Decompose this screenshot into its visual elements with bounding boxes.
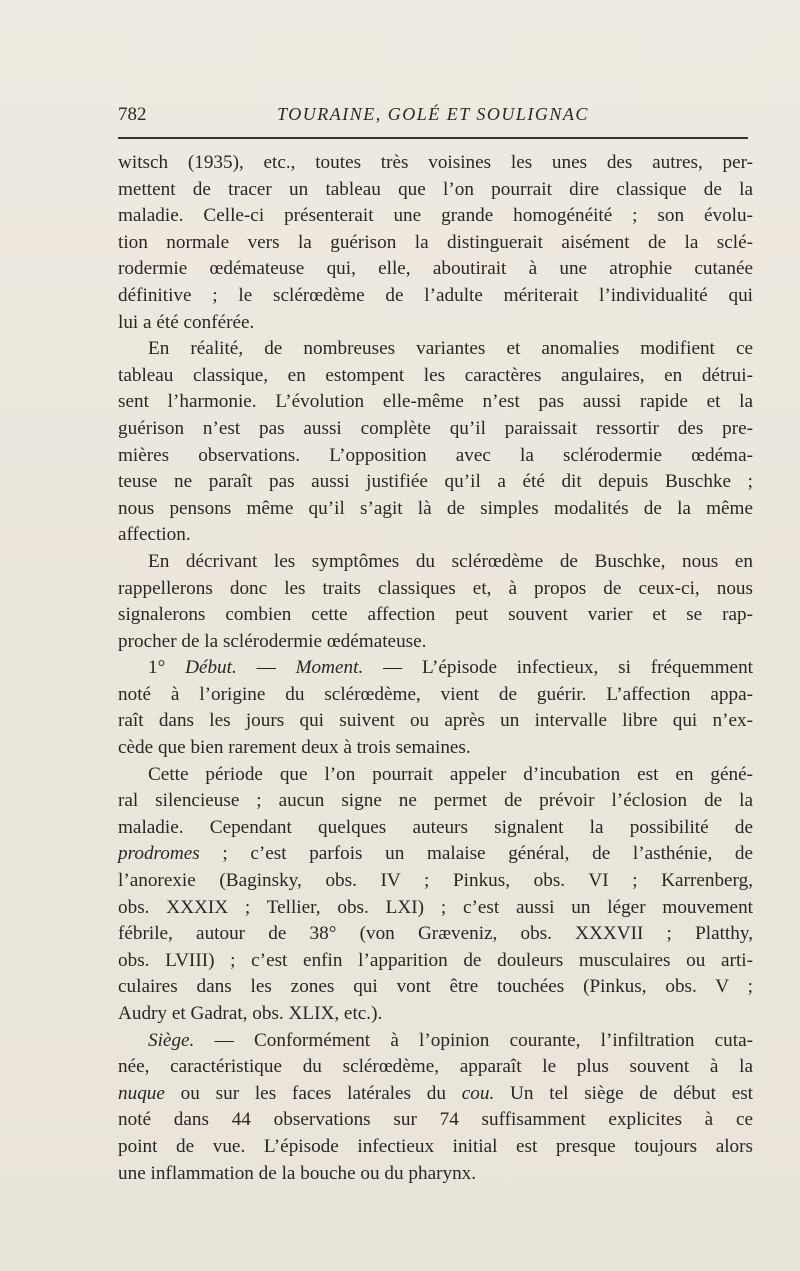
text-line: ral silencieuse ; aucun signe ne permet de prévoir l’éclosion de la: [118, 790, 753, 812]
text-line: affection.: [118, 524, 191, 546]
text-line: cède que bien rarement deux à trois semaines.: [118, 737, 471, 759]
text-line: nuque ou sur les faces latérales du cou. Un tel siège de début est: [118, 1082, 754, 1104]
text-line: raît dans les jours qui suivent ou après un intervalle libre qui n’ex-: [118, 710, 753, 732]
text-line: définitive ; le sclérœdème de l’adulte mériterait l’individualité qui: [118, 284, 753, 306]
header-rule: [118, 137, 748, 139]
text-line: guérison n’est pas aussi complète qu’il paraissait ressortir des pre-: [118, 417, 753, 439]
text-line: prodromes ; c’est parfois un malaise général, de l’asthénie, de: [118, 843, 753, 865]
text-line: maladie. Celle-ci présenterait une grande homogénéité ; son évolu-: [118, 205, 753, 227]
text-line: Audry et Gadrat, obs. XLIX, etc.).: [118, 1003, 383, 1024]
text-line: lui a été conférée.: [118, 311, 255, 333]
text-line: Siège. — Conformément à l’opinion courante, l’infiltration cuta-: [148, 1029, 753, 1051]
page-header: [118, 100, 748, 130]
text-line: witsch (1935), etc., toutes très voisines les unes des autres, per-: [118, 152, 753, 173]
text-line: 1° Début. — Moment. — L’épisode infectieux, si fréquemment: [148, 657, 753, 679]
text-line: née, caractéristique du sclérœdème, apparaît le plus souvent à la: [118, 1056, 753, 1078]
text-line: Cette période que l’on pourrait appeler d’incubation est en géné-: [148, 763, 753, 785]
text-line: mières observations. L’opposition avec la sclérodermie œdéma-: [118, 444, 753, 466]
text-line: noté à l’origine du sclérœdème, vient de guérir. L’affection appa-: [118, 683, 753, 705]
text-line: rappellerons donc les traits classiques et, à propos de ceux-ci, nous: [118, 577, 753, 599]
text-line: En réalité, de nombreuses variantes et anomalies modifient ce: [148, 338, 753, 360]
text-line: obs. LVIII) ; c’est enfin l’apparition de douleurs musculaires ou arti-: [118, 949, 753, 971]
text-line: mettent de tracer un tableau que l’on pourrait dire classique de la: [118, 178, 753, 200]
text-line: obs. XXXIX ; Tellier, obs. LXI) ; c’est aussi un léger mouvement: [118, 896, 753, 918]
page-number: 782: [118, 104, 147, 125]
text-line: l’anorexie (Baginsky, obs. IV ; Pinkus, obs. VI ; Karrenberg,: [118, 870, 753, 892]
text-line: maladie. Cependant quelques auteurs signalent la possibilité de: [118, 816, 753, 838]
text-line: tion normale vers la guérison la distinguerait aisément de la sclé-: [118, 231, 753, 253]
text-line: En décrivant les symptômes du sclérœdème de Buschke, nous en: [148, 550, 753, 572]
text-line: teuse ne paraît pas aussi justifiée qu’il a été dit depuis Buschke ;: [118, 471, 753, 493]
running-title: TOURAINE, GOLÉ ET SOULIGNAC: [277, 104, 589, 124]
text-line: fébrile, autour de 38° (von Græveniz, obs. XXXVII ; Platthy,: [118, 923, 753, 945]
text-line: une inflammation de la bouche ou du pharynx.: [118, 1162, 477, 1184]
text-line: point de vue. L’épisode infectieux initial est presque toujours alors: [118, 1135, 753, 1157]
body-text: [118, 150, 753, 1187]
text-line: culaires dans les zones qui vont être touchées (Pinkus, obs. V ;: [118, 976, 753, 998]
text-line: rodermie œdémateuse qui, elle, aboutirait à une atrophie cutanée: [118, 258, 753, 280]
text-line: tableau classique, en estompent les caractères angulaires, en détrui-: [118, 364, 753, 386]
text-line: sent l’harmonie. L’évolution elle-même n’est pas aussi rapide et la: [118, 391, 753, 413]
text-line: signalerons combien cette affection peut souvent varier et se rap-: [118, 604, 753, 626]
text-line: nous pensons même qu’il s’agit là de simples modalités de la même: [118, 497, 753, 519]
text-line: noté dans 44 observations sur 74 suffisamment explicites à ce: [118, 1109, 753, 1131]
text-line: procher de la sclérodermie œdémateuse.: [118, 630, 427, 652]
